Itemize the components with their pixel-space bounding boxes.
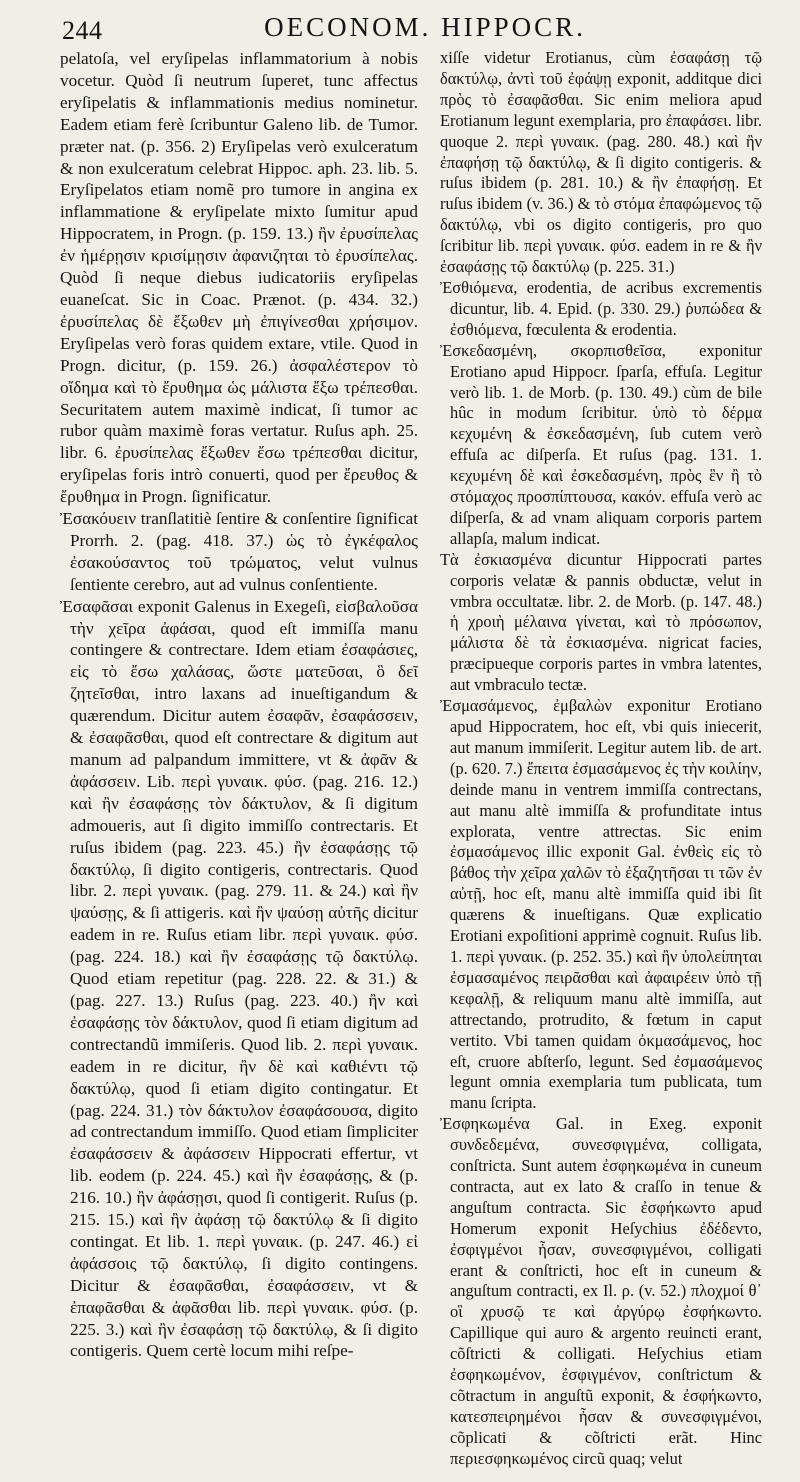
left-column bbox=[60, 48, 418, 1362]
dictionary-entry: Ἐσθιόμενα, erodentia, de acribus excrementis dicuntur, lib. 4. Epid. (p. 330. 29.) ῥυπώδεα & ἐσθιόμενα, fœculenta & erodentia. bbox=[440, 277, 762, 339]
text-paragraph: xiſſe videtur Erotianus, cùm ἐσαφάσῃ τῷ δακτύλῳ, ἀντὶ τοῦ ἐφάψῃ exponit, additque dici πρὸς τὸ ἐσαφᾶσθαι. Sic enim meliora apud Erotianum legunt exemplaria, pro ἐπαφάσει. libr. quoque 2. περὶ γυναικ. (pag. 280. 48.) καὶ ἢν ἐπαφήσῃ τῷ δακτύλῳ, & ſi digito contigeris. & ruſus ibidem (p. 281. 10.) & ἢν ἐπαφήσῃ. Et ruſus ibidem (v. 36.) & τὸ στόμα ἐπαφώμενος τῷ δακτύλῳ, vbi os digito contigeris, pro quo ſcribitur lib. περὶ γυναικ. φύσ. eadem in re & ἢν ἐσαφάσῃς τῷ δακτύλῳ (p. 225. 31.) bbox=[440, 48, 762, 277]
running-head: OECONOM. HIPPOCR. bbox=[264, 12, 586, 42]
dictionary-entry: Ἐσακόυειν tranſlatitiè ſentire & conſentire ſignificat Prorrh. 2. (pag. 418. 37.) ὡς τὸ ἐγκέφαλος ἐσακούσαντος τοῦ τρώματος, velut vulnus ſentiente cerebro, aut ad vulnus conſentiente. bbox=[60, 509, 418, 594]
page-header bbox=[0, 0, 800, 50]
dictionary-entry: Ἐσκεδασμένη, σκορπισθεῖσα, exponitur Erotiano apud Hippocr. ſparſa, effuſa. Legitur verò lib. 1. de Morb. (p. 130. 49.) cùm de bile hûc in modum ſcribitur. ὑπὸ τὸ δέρμα κεχυμένη & ἐσκεδασμένη, ſub cutem verò effuſa ac diſperſa. Et ruſus (pag. 131. 1. κεχυμένη δὲ καὶ ἐσκεδασμένη, πρὸς ἓν ἢ τὸ στόμαχος προσπίπτουσα, κακόν. effuſa verò ac diſperſa, & ad vnam aliquam corporis partem allapſa, malum indicat. bbox=[440, 340, 762, 548]
page-number: 244 bbox=[62, 16, 103, 45]
dictionary-entry: Ἐσμασάμενος, ἐμβαλὼν exponitur Erotiano apud Hippocratem, hoc eſt, vbi quis iniecerit, aut manum immiſerit. Legitur autem lib. de art. (p. 620. 7.) ἔπειτα ἐσμασάμενος ἐς τὴν κοιλίην, deinde manu in ventrem immiſſa contrectans, aut manu altè immiſſa & profunditate intus explorata, ventre attrectas. Sic enim ἐσμασάμενος illic exponit Gal. ἐνθεὶς εἰς τὸ βάθος τὴν χεῖρα χαλῶν τὸ ἐξαζητῆσαι τι τῶν ἐν αὐτῇ, hoc eſt, manu altè immiſſa quid ibi ſit quærens & inueſtigans. Quæ explicatio Erotiani expoſitioni apprimè cognuit. Ruſus lib. 1. περὶ γυναικ. (p. 252. 35.) καὶ ἢν ὑπολείπηται ἐσμασαμένος πειρᾶσθαι καὶ ἀφαιρέειν ὑπὸ τῇ κεφαλῇ, & reliquum manu altè immiſſa, aut attrectando, protrudito, & fœtum in caput vertito. Vbi tamen quidam ὀκμασάμενος, hoc eſt, cruore abſterſo, legunt. Sed ἐσμασάμενος legunt omnia exemplaria tum publicata, tum manu ſcripta. bbox=[440, 696, 762, 1113]
right-column bbox=[440, 48, 762, 1470]
dictionary-entry: Ἐσαφᾶσαι exponit Galenus in Exegeſi, εἰσβαλοῦσα τὴν χεῖρα ἀφάσαι, quod eſt immiſſa manu contingere & contrectare. Idem etiam ἐσαφάσιες, εἰς τὸ ἔσω χαλάσας, ὥστε ματεῦσαι, ὃ δεῖ ζητεῖσθαι, intro laxans ad inueſtigandum & quærendum. Dicitur autem ἐσαφᾶν, ἐσαφάσσειν, & ἐσαφᾶσθαι, quod eſt contrectare & digitum aut manum ad palpandum immittere, vt & ἀφᾶν & ἀφάσσειν. Lib. περὶ γυναικ. φύσ. (pag. 216. 12.) καὶ ἢν ἐσαφάσῃς τὸν δάκτυλον, & ſi digitum admoueris, aut ſi digito immiſſo contrectaris. Et ruſus ibidem (pag. 223. 45.) ἢν ἐσαφάσῃς τῷ δακτύλῳ, ſi digito contigeris, contrectaris. Quod libr. 2. περὶ γυναικ. (pag. 279. 11. & 24.) καὶ ἢν ψαύσῃς, & ſi attigeris. καὶ ἢν ψαύσῃ αὐτῆς dicitur eadem in re. Ruſus etiam libr. περὶ γυναικ. φύσ. (pag. 224. 18.) καὶ ἢν ἐσαφάσῃς τῷ δακτύλῳ. Quod etiam repetitur (pag. 228. 22. & 31.) & (pag. 227. 13.) Ruſus (pag. 223. 40.) ἢν καὶ ἐσαφάσῃς τὸν δάκτυλον, quod ſi etiam digitum ad contrectandũ immiſeris. Quod lib. 2. περὶ γυναικ. eadem in re dicitur, ἢν δὲ καὶ καθιέντι τῷ δακτύλῳ, quod ſi etiam digito contingatur. Et (pag. 224. 31.) τὸν δάκτυλον ἐσαφάσουσα, digito ad contrectandum immiſſo. Quod etiam ſimpliciter ἐσαφάσσειν & ἀφάσσειν Hippocrati effertur, vt lib. eodem (p. 224. 45.) καὶ ἢν ἐσαφάσῃς, & (p. 216. 10.) ἢν ἀφάσῃσι, quod ſi contigerit. Ruſus (p. 215. 15.) καὶ ἢν ἀφάσῃ τῷ δακτύλῳ & ſi digito contingat. Et lib. 1. περὶ γυναικ. (p. 247. 46.) εἰ ἀφάσσοις τῷ δακτύλῳ, ſi digito contingens. Dicitur & ἐσαφᾶσθαι, ἐσαφάσσειν, vt & ἐπαφᾶσθαι & ἀφᾶσθαι lib. περὶ γυναικ. φύσ. (p. 225. 3.) καὶ ἢν ἐσαφάσῃ τῷ δακτύλῳ, & ſi digito contigeris. Quem certè locum mihi reſpe- bbox=[60, 596, 418, 1361]
dictionary-entry: Ἐσφηκωμένα Gal. in Exeg. exponit συνδεδεμένα, συνεσφιγμένα, colligata, conſtricta. Sunt autem ἐσφηκωμένα in cuneum contracta, aut ex lato & craſſo in tenue & anguſtum contracta. Sic ἐσφήκωντο apud Homerum exponit Heſychius ἐδέδεντο, ἐσφιγμένοι ἦσαν, συνεσφιγμένοι, colligati erant & conſtricti, hoc eſt in cuneum & anguſtum contracti, ex Il. ρ. (v. 52.) πλοχμοί θ᾽ οἳ χρυσῷ τε καὶ ἀργύρῳ ἐσφήκωντο. Capillique qui auro & argento reuincti erant, cõſtricti & colligati. Heſychius etiam ἐσφηκωμένον, ἐσφιγμένον, conſtrictum & cõtractum in anguſtũ exponit, & ἐσφήκωντο, κατεσπειρημένοι ἦσαν & συνεσφιγμένοι, cõplicati & cõſtricti erãt. Hinc περιεσφηκωμένος circũ quaq; velut bbox=[440, 1114, 762, 1468]
dictionary-entry: Τὰ ἐσκιασμένα dicuntur Hippocrati partes corporis velatæ & pannis obductæ, velut in vmbra occultatæ. libr. 2. de Morb. (p. 147. 48.) ἡ χροιὴ μέλαινα γίνεται, καὶ τὸ πρόσωπον, μάλιστα δὲ τὰ ἐσκιασμένα. nigricat facies, præcipueque corporis partes in vmbra latentes, aut vmbraculo tectæ. bbox=[440, 549, 762, 695]
text-paragraph: pelatoſa, vel eryſipelas inflammatorium à nobis vocetur. Quòd ſi neutrum ſuperet, tunc affectus eryſipelatis & inflammationis medius nominetur. Eadem etiam ferè ſcribuntur Galeno lib. de Tumor. præter nat. (p. 356. 2) Eryſipelas verò exulceratum & non exulceratum celebrat Hippoc. aph. 23. lib. 5. Eryſipelatos etiam nomẽ pro tumore in angina ex inflammatione & eryſipelate mixto ſumitur apud Hippocratem, in Progn. (p. 159. 13.) ἢν ἐρυσίπελας ἐν ἡμέρῃσιν κρισίμῃσιν ἀφανιζηται τὸ ἐρυσίπελας. Quòd ſi neque diebus iudicatoriis eryſipelas euaneſcat. Sic in Coac. Prænot. (p. 434. 32.) ἐρυσίπελας δὲ ἔξωθεν μὴ ἐπιγίνεσθαι χρήσιμον. Eryſipelas verò foras quidem extare, vtile. Quod in Progn. dicitur, (p. 159. 26.) ἀσφαλέστερον τὸ οἴδημα καὶ τὸ ἔρυθημα ὡς μάλιστα ἔξω τρέπεσθαι. Securitatem autem maximè indicat, ſi tumor ac rubor quàm maximè foras vertatur. Ruſus aph. 25. libr. 6. ἐρυσίπελας ἔξωθεν ἔσω τρέπεσθαι dicitur, eryſipelas foris intrò conuerti, quod per ἔρευθος & ἔρυθημα in Progn. ſignificatur. bbox=[60, 49, 418, 507]
